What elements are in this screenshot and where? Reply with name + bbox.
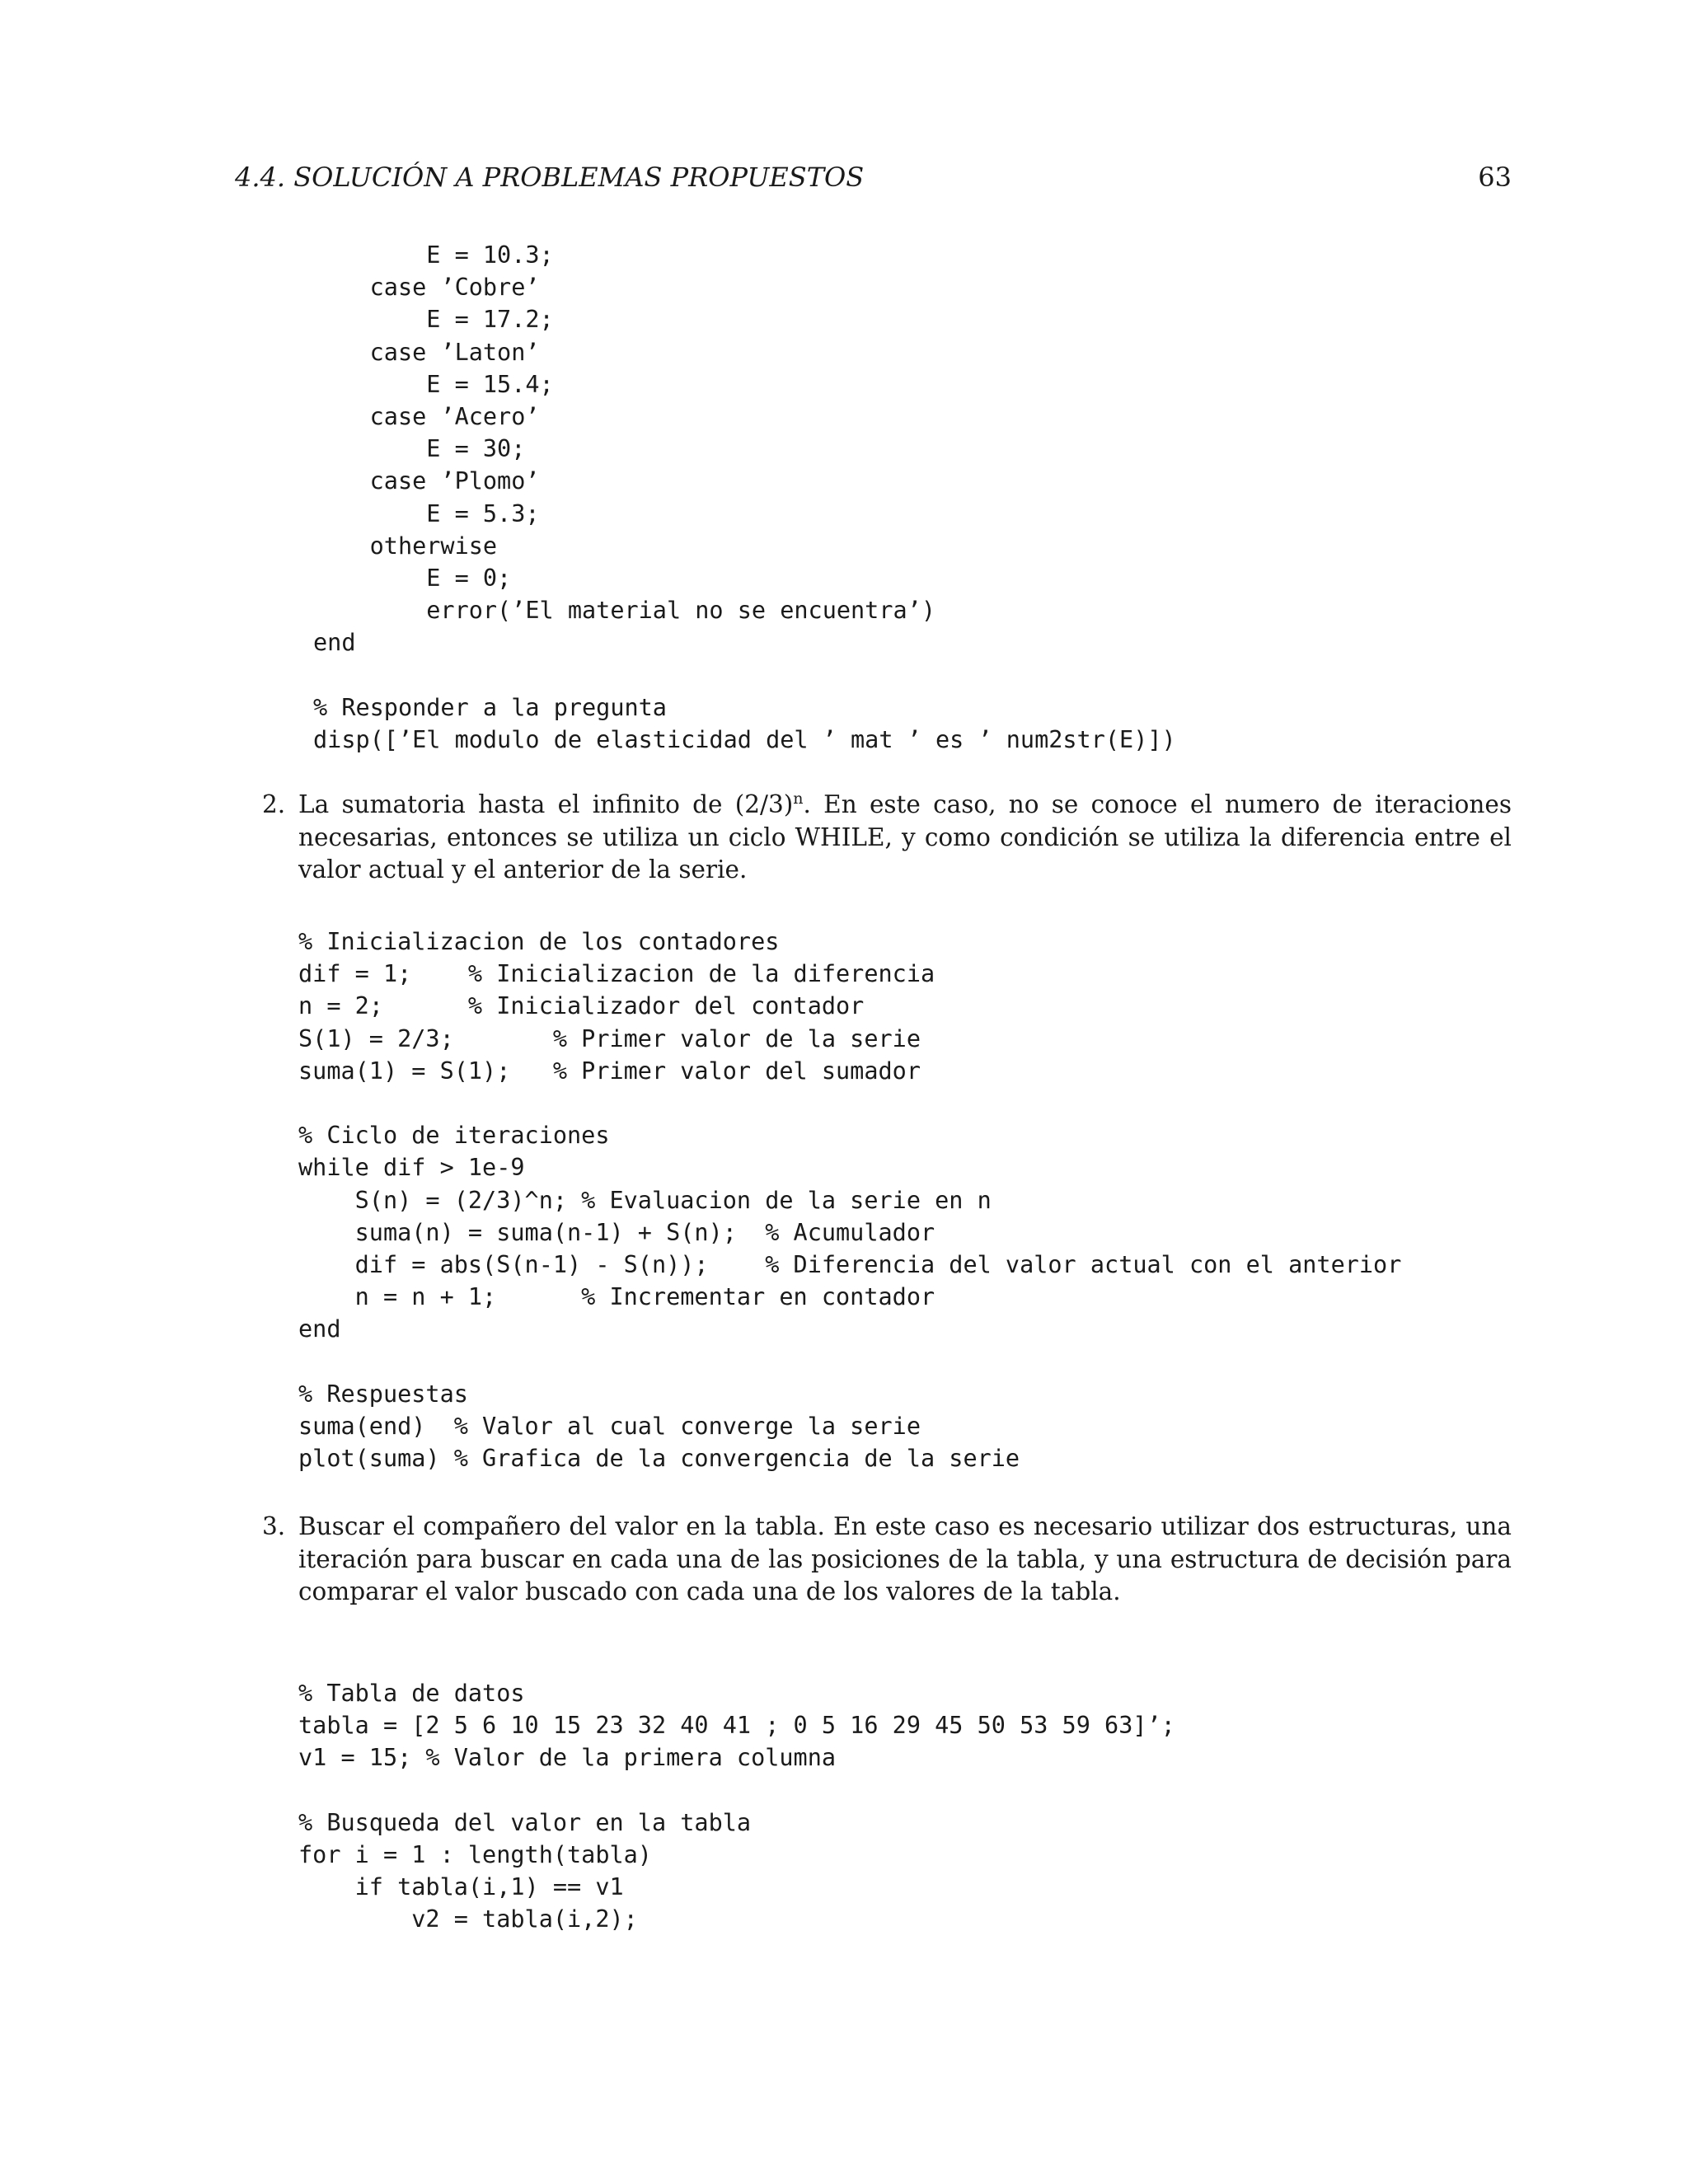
list-item-3 — [262, 1511, 1512, 1609]
list-item-2 — [262, 789, 1512, 887]
list-item-number: 2. — [262, 790, 286, 818]
code-block-while-loop: % Inicializacion de los contadores dif = 1; % Inicializacion de la diferencia n = 2; % Inicializador del contador S(1) = 2/3; % Primer valor de la serie suma(1) = S(1); % Primer valor del sumador % Ciclo de iteraciones while dif > 1e-9 S(n) = (2/3)^n; % Evaluacion de la serie en n suma(n) = suma(n-1) + S(n); % Acumulador dif = abs(S(n-1) - S(n)); % Diferencia del valor actual con el anterior n = n + 1; % Incrementar en contador end % Respuestas suma(end) % Valor al cual converge la serie plot(suma) % Grafica de la convergencia de la serie — [298, 928, 1402, 1473]
list-item-text: Buscar el compañero del valor en la tabla. En este caso es necesario utilizar dos estructuras, una iteración para buscar en cada una de las posiciones de la tabla, y una estructura de decisión para comparar el valor buscado con cada una de los valores de la tabla. — [298, 1512, 1512, 1605]
page-number: 63 — [1478, 162, 1512, 193]
list-item-number: 3. — [262, 1512, 286, 1540]
list-item-text: La sumatoria hasta el infinito de $(2/3)^n$. En este caso, no se conoce el numero de iteraciones necesarias, entonces se utiliza un ciclo WHILE, y como condición se utiliza la diferencia entre el valor actual y el anterior de la serie. — [298, 790, 1512, 883]
running-header-section: 4.4. SOLUCIÓN A PROBLEMAS PROPUESTOS — [235, 162, 865, 193]
code-block-switch-case: E = 10.3; case ’Cobre’ E = 17.2; case ’Laton’ E = 15.4; case ’Acero’ E = 30; case ’Plomo’ E = 5.3; otherwise E = 0; error(’El material no se encuentra’) end % Responder a la pregunta disp([’El modulo de elasticidad del ’ mat ’ es ’ num2str(E)]) — [313, 241, 1176, 754]
code-block-table-search: % Tabla de datos tabla = [2 5 6 10 15 23 32 40 41 ; 0 5 16 29 45 50 53 59 63]’; v1 = 15; % Valor de la primera columna % Busqueda del valor en la tabla for i = 1 : length(tabla) if tabla(i,1) == v1 v2 = tabla(i,2); — [298, 1680, 1175, 1933]
